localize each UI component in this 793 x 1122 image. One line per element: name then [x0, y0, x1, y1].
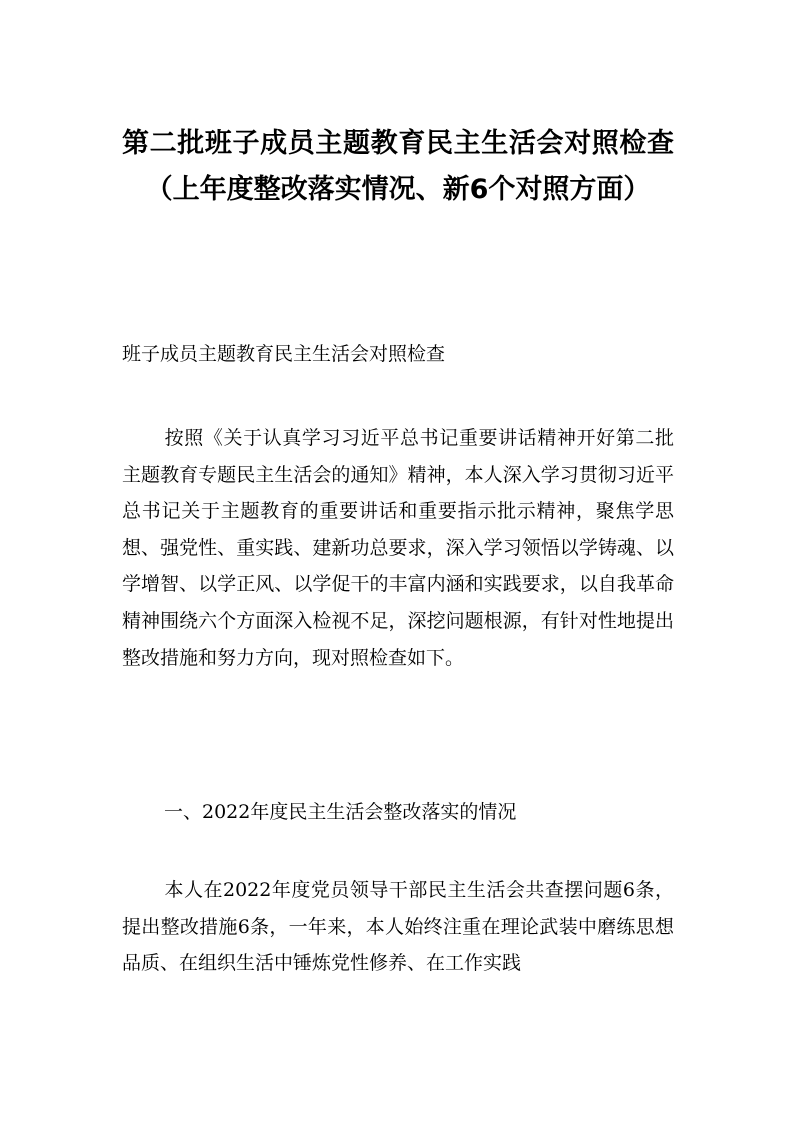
section-paragraph-text: 本人在2022年度党员领导干部民主生活会共查摆问题6条，提出整改措施6条，一年来，本人始终注重在理论武装中磨练思想品质、在组织生活中锤炼党性修养、在工作实践	[122, 879, 674, 975]
document-title: 第二批班子成员主题教育民主生活会对照检查（上年度整改落实情况、新6个对照方面）	[122, 128, 674, 205]
document-subtitle: 班子成员主题教育民主生活会对照检查	[122, 343, 446, 365]
intro-paragraph	[122, 420, 674, 676]
intro-paragraph-text: 按照《关于认真学习习近平总书记重要讲话精神开好第二批主题教育专题民主生活会的通知》精神，本人深入学习贯彻习近平总书记关于主题教育的重要讲话和重要指示批示精神，聚焦学思想、强党性、重实践、建新功总要求，深入学习领悟以学铸魂、以学增智、以学正风、以学促干的丰富内涵和实践要求，以自我革命精神围绕六个方面深入检视不足，深挖问题根源，有针对性地提出整改措施和努力方向，现对照检查如下。	[122, 427, 674, 669]
section-heading: 一、2022年度民主生活会整改落实的情况	[164, 801, 517, 823]
section-paragraph	[122, 872, 674, 982]
